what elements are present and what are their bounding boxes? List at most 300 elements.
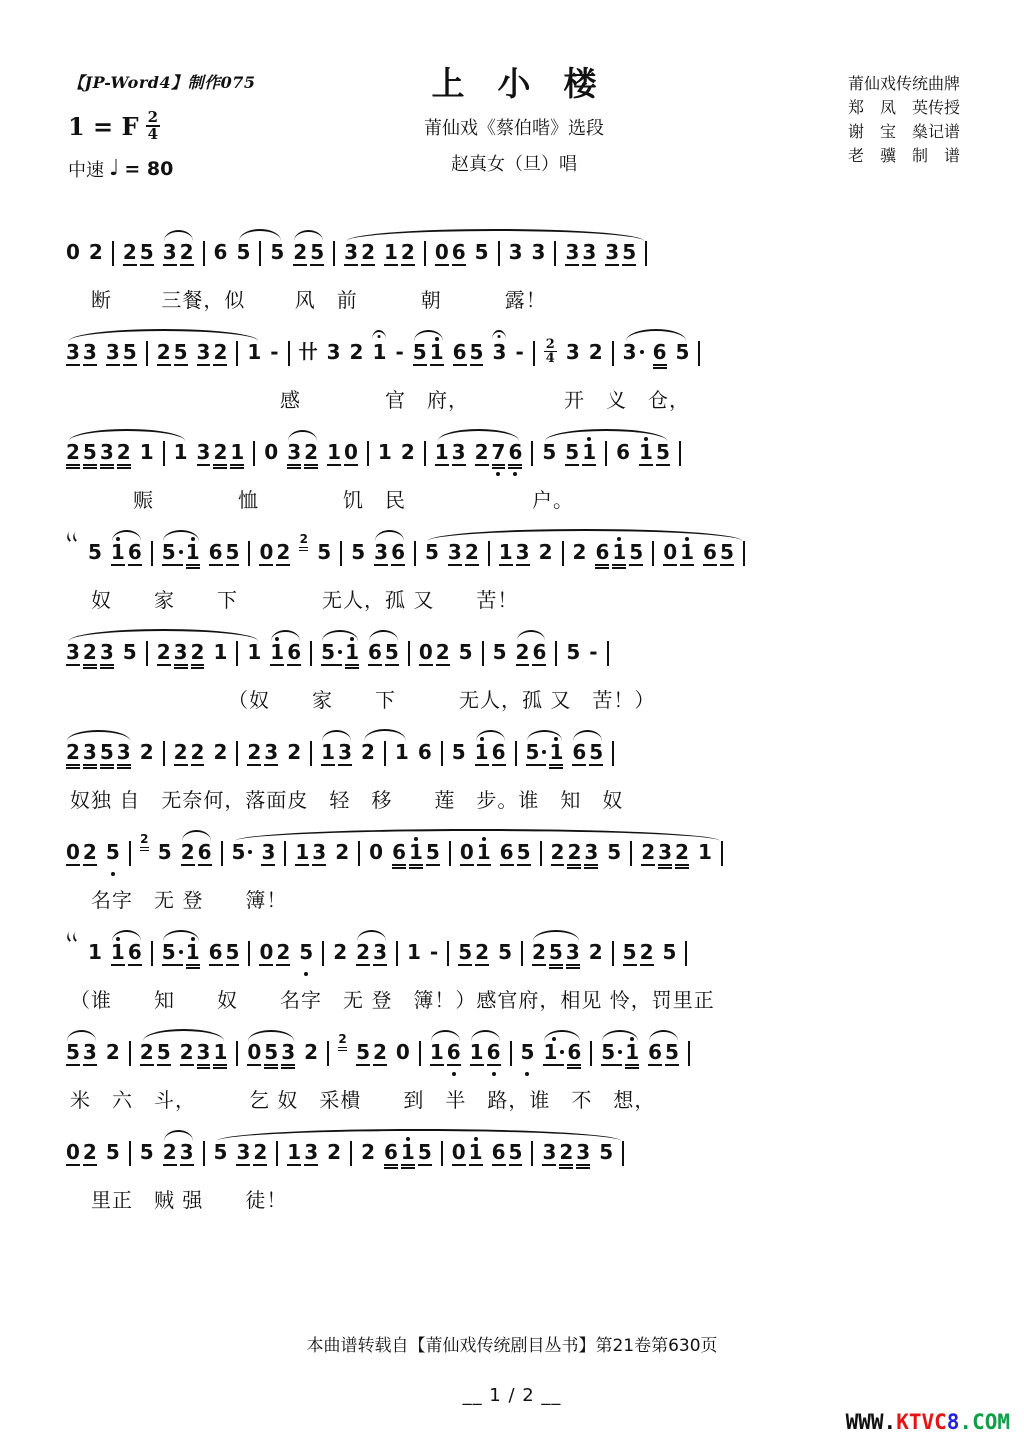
beam-group-slurred [270, 630, 301, 679]
notation-row [66, 430, 962, 479]
underline [197, 1067, 211, 1069]
beam-group-slurred [648, 1030, 679, 1079]
note-digit: 5 [82, 440, 97, 464]
high-octave-dot [350, 637, 354, 641]
note-underlines [487, 1063, 501, 1072]
note-digit: 1 [468, 1140, 483, 1164]
note [551, 830, 565, 879]
barline [221, 841, 223, 866]
credits-block [848, 72, 960, 168]
note-top-marks [630, 1030, 634, 1041]
underline [374, 564, 388, 566]
note-underlines [426, 863, 440, 872]
beam-group [384, 1130, 432, 1179]
underline [470, 364, 484, 366]
note-digit: 0 [459, 840, 474, 864]
note-underlines [236, 263, 250, 272]
note [573, 530, 587, 579]
note-digit: 2 [361, 1140, 375, 1164]
note [516, 530, 530, 579]
note-digit: 3 [373, 940, 387, 964]
note [452, 1130, 466, 1179]
beam-group [197, 430, 245, 479]
note [532, 230, 546, 279]
music-line [66, 1030, 962, 1113]
note [111, 930, 125, 979]
meter-bottom: 4 [147, 125, 158, 143]
note [567, 830, 581, 879]
beam-group-slurred [66, 730, 131, 779]
barline [533, 341, 535, 366]
note-underlines [703, 563, 717, 572]
note [287, 430, 301, 479]
note-digit: 2 [335, 840, 350, 864]
note-underlines [372, 363, 386, 372]
note-digit: 5 [665, 1040, 679, 1064]
underline [465, 564, 479, 566]
note-digit: 5 [162, 941, 183, 963]
note-digit: 3 [105, 340, 120, 364]
underline [435, 464, 449, 466]
note-underlines [409, 863, 423, 872]
note-underlines [566, 663, 580, 672]
note-digit: 3 [565, 340, 580, 364]
underline [117, 467, 131, 469]
note-underlines [140, 763, 154, 772]
lyric-row: 赈 恤 饥 民 户。 [70, 488, 574, 512]
note [88, 530, 102, 579]
underline [66, 364, 80, 366]
note-digit: 2 [247, 740, 262, 764]
note-underlines [622, 263, 636, 272]
note-digit: 2 [356, 940, 371, 964]
note-top-marks [191, 930, 195, 941]
note [140, 730, 154, 779]
beam-group-slurred [321, 630, 359, 679]
note [287, 730, 301, 779]
note-digit: 2 [276, 540, 291, 564]
note-digit: 6 [451, 240, 466, 264]
barline [645, 241, 647, 266]
note-underlines [607, 863, 621, 872]
note-underlines [492, 363, 506, 372]
note-underlines [452, 1163, 466, 1172]
barline [288, 341, 290, 366]
note-digit: 1 [498, 540, 513, 564]
note-digit: 5 [474, 240, 489, 264]
underline [174, 364, 188, 366]
beam-group [492, 1130, 523, 1179]
note-underlines [492, 1163, 506, 1172]
note-underlines [162, 563, 183, 572]
note-top-marks [552, 1030, 556, 1041]
underline [720, 564, 734, 566]
underline [180, 1164, 194, 1166]
barline [688, 1041, 690, 1066]
free-meter-mark: 卄 [298, 341, 318, 363]
note-digit: 1 [549, 740, 564, 764]
note [276, 530, 290, 579]
lyric-row: 奴 家 下 无人，孤 又 苦！ [70, 588, 519, 612]
note-digit: 1 [625, 1040, 640, 1064]
underline [83, 864, 97, 866]
note [509, 1130, 523, 1179]
lyric-row: 里正 贼 强 徒！ [70, 1188, 288, 1212]
note-underlines [418, 1163, 432, 1172]
note-digit: 3 [374, 540, 389, 564]
note-underlines [526, 763, 547, 772]
note-underlines [247, 1063, 261, 1072]
barline [236, 641, 238, 666]
note-digit: 5 [520, 1040, 535, 1064]
note-digit: 5 [508, 1140, 523, 1164]
beam-group [66, 1130, 97, 1179]
note-underlines [419, 663, 433, 672]
note [392, 830, 406, 879]
note-digit: 2 [190, 740, 205, 764]
note-underlines [384, 263, 398, 272]
barline [146, 641, 148, 666]
notation-row [66, 1130, 962, 1179]
beam-group-slurred [475, 730, 506, 779]
note-underlines [123, 663, 137, 672]
note [214, 230, 228, 279]
note-underlines [401, 463, 415, 472]
note-underlines [100, 763, 114, 772]
high-octave-dot [116, 937, 120, 941]
note-digit: 5 [384, 640, 399, 664]
note [157, 630, 171, 679]
note-underlines [665, 1063, 679, 1072]
high-octave-dot [554, 737, 558, 741]
note [492, 1130, 506, 1179]
note-digit: 2 [639, 940, 654, 964]
note-digit: 5 [173, 340, 188, 364]
note-digit: 1 [400, 1140, 415, 1164]
note-underlines [106, 1163, 120, 1172]
underline [401, 1167, 415, 1169]
underline [543, 1064, 564, 1066]
note [487, 1030, 501, 1079]
underline [226, 564, 240, 566]
note-digit: 3 [492, 340, 507, 364]
note-underlines [106, 1063, 120, 1072]
note [83, 330, 97, 379]
note [333, 930, 347, 979]
note-digit: 3 [658, 840, 673, 864]
beam-group [623, 930, 654, 979]
underline [213, 1064, 227, 1066]
music-line [66, 1130, 962, 1213]
beam-group-slurred [162, 530, 200, 579]
beam-group-slurred [287, 430, 318, 479]
note [66, 430, 80, 479]
underline [83, 464, 97, 466]
note-digit: 5 [424, 540, 439, 564]
notation-row [66, 930, 962, 979]
beam-group [475, 430, 523, 479]
augmentation-dot [618, 1050, 622, 1054]
note [213, 630, 227, 679]
underline [582, 264, 596, 266]
note-underlines [213, 663, 227, 672]
note-underlines [213, 1063, 227, 1072]
note-digit: 3 [116, 740, 131, 764]
underline [470, 1064, 484, 1066]
note [601, 1030, 622, 1079]
barline [151, 941, 153, 966]
grace-note-digit: 2 [140, 832, 149, 846]
barline [163, 441, 165, 466]
note-digit: 1 [612, 540, 627, 564]
beam-group-slurred [413, 330, 444, 379]
note [584, 830, 598, 879]
music-line [66, 330, 962, 413]
note-underlines [163, 263, 177, 272]
barline [482, 641, 484, 666]
note [566, 930, 580, 979]
beam-group-slurred [181, 830, 212, 879]
note-digit: 6 [367, 640, 382, 664]
note-digit: 3 [82, 340, 97, 364]
note-digit: 5 [599, 1140, 614, 1164]
note-digit: 5 [622, 240, 637, 264]
note-underlines [551, 863, 565, 872]
note-digit: 2 [361, 240, 375, 264]
note-digit: 2 [435, 640, 450, 664]
note-digit: 1 [639, 440, 653, 464]
beam-group [123, 230, 154, 279]
note-digit: 2 [213, 740, 228, 764]
high-octave-dot [435, 337, 439, 341]
note-underlines [253, 1163, 267, 1172]
underline [658, 864, 672, 866]
note-underlines [542, 1163, 556, 1172]
underline [625, 1064, 639, 1066]
note-digit: 2 [276, 940, 291, 964]
key-signature [68, 110, 160, 142]
note [426, 830, 440, 879]
note [589, 930, 603, 979]
beam-group [157, 330, 188, 379]
note-digit: 5 [157, 840, 172, 864]
note-underlines [567, 863, 581, 872]
note-underlines [106, 363, 120, 372]
note-digit: 6 [417, 740, 432, 764]
barline [236, 741, 238, 766]
note-underlines [327, 1163, 341, 1172]
note-underlines [425, 563, 439, 572]
grace-underline [338, 1047, 347, 1049]
phrase-slur [344, 230, 647, 279]
note [566, 330, 580, 379]
barline [612, 941, 614, 966]
note-underlines [401, 1163, 415, 1172]
high-octave-dot [275, 637, 279, 641]
note-underlines [612, 563, 626, 572]
notation-row [66, 830, 962, 879]
note-digit: 1 [295, 840, 310, 864]
barline [129, 1041, 131, 1066]
note-digit: 6 [532, 640, 547, 664]
underline [186, 964, 200, 966]
beam-group [500, 830, 531, 879]
note-underlines [532, 963, 546, 972]
underline [213, 464, 227, 466]
note-digit: 3 [99, 440, 114, 464]
barline [605, 441, 607, 466]
underline [287, 664, 301, 666]
note-underlines [83, 463, 97, 472]
duration-dash: - [270, 340, 279, 364]
note [123, 630, 137, 679]
note [703, 530, 717, 579]
barline [488, 541, 490, 566]
note-digit: 3 [515, 540, 530, 564]
underline [209, 564, 223, 566]
note-underlines [549, 963, 563, 972]
note-underlines [174, 763, 188, 772]
underline [549, 964, 563, 966]
beam-group-slurred [247, 1030, 295, 1079]
note-digit: 1 [345, 640, 359, 664]
note [345, 630, 359, 679]
note-underlines [209, 563, 223, 572]
note [66, 630, 80, 679]
barline [163, 741, 165, 766]
note-digit: 6 [595, 540, 610, 564]
note [247, 730, 261, 779]
note-digit: 2 [474, 440, 489, 464]
note-underlines [276, 963, 290, 972]
note-digit: 3 [196, 1040, 211, 1064]
note [373, 930, 387, 979]
note-underlines [293, 263, 307, 272]
note-underlines [373, 1063, 387, 1072]
note-digit: 5 [417, 1140, 432, 1164]
note [213, 1030, 227, 1079]
note-digit: 5 [270, 240, 285, 264]
note [641, 830, 655, 879]
note [492, 730, 506, 779]
underline [344, 264, 358, 266]
note [460, 830, 474, 879]
note-underlines [317, 563, 331, 572]
note [264, 430, 278, 479]
underline [287, 464, 301, 466]
underline [117, 464, 131, 466]
note [475, 930, 489, 979]
note-digit: 1 [377, 440, 392, 464]
underline [508, 467, 522, 469]
note-digit: 5 [299, 940, 314, 964]
note-digit: 0 [66, 1140, 80, 1164]
music-line [66, 730, 962, 813]
note [532, 930, 546, 979]
note [261, 830, 275, 879]
note [648, 1030, 662, 1079]
note [663, 530, 677, 579]
barline [441, 741, 443, 766]
beam-group [197, 330, 228, 379]
note-digit: 5 [542, 440, 557, 464]
note-underlines [117, 763, 131, 772]
note-underlines [345, 663, 359, 672]
note-digit: 5 [451, 740, 466, 764]
note-underlines [516, 563, 530, 572]
note [623, 930, 637, 979]
music-line [66, 830, 962, 913]
grace-underline [140, 850, 149, 852]
note [430, 330, 444, 379]
note [83, 830, 97, 879]
note-underlines [83, 863, 97, 872]
underline [174, 664, 188, 666]
note-digit: 3 [173, 640, 188, 664]
beam-group [344, 230, 375, 279]
beam-group-slurred [572, 730, 603, 779]
underline [385, 664, 399, 666]
note-underlines [213, 363, 227, 372]
note-digit: 2 [156, 640, 171, 664]
note [549, 930, 563, 979]
note-digit: 5 [526, 741, 547, 763]
beam-group [259, 530, 290, 579]
note-underlines [66, 1163, 80, 1172]
beam-group [703, 530, 734, 579]
note-top-marks [275, 630, 279, 641]
underline [197, 364, 211, 366]
note [447, 1030, 461, 1079]
underline [117, 764, 131, 766]
underline [401, 1164, 415, 1166]
underline [174, 667, 188, 669]
beam-group [209, 530, 240, 579]
low-octave-dot [111, 872, 115, 876]
note [373, 1030, 387, 1079]
note-underlines [509, 1163, 523, 1172]
barline [622, 1141, 624, 1166]
grace-note-digit: 2 [299, 532, 308, 546]
underline [675, 864, 689, 866]
note-underlines [384, 1163, 398, 1172]
note-underlines [321, 663, 342, 672]
note-underlines [128, 963, 142, 972]
note-digit: 1 [697, 840, 712, 864]
note-digit: 2 [588, 340, 603, 364]
underline [384, 264, 398, 266]
barline [333, 241, 335, 266]
note-digit: 1 [429, 1040, 444, 1064]
note-digit: 3 [82, 740, 97, 764]
underline [413, 364, 427, 366]
note [435, 430, 449, 479]
note-underlines [605, 263, 619, 272]
note [413, 330, 427, 379]
fermata-icon [492, 330, 506, 341]
underline [625, 1067, 639, 1069]
underline [261, 864, 275, 866]
note [327, 1130, 341, 1179]
note [526, 730, 547, 779]
note-underlines [270, 663, 284, 672]
note-underlines [66, 663, 80, 672]
note-underlines [209, 963, 223, 972]
note [623, 330, 644, 379]
underline [83, 364, 97, 366]
note-underlines [197, 1063, 211, 1072]
beam-group [663, 530, 694, 579]
